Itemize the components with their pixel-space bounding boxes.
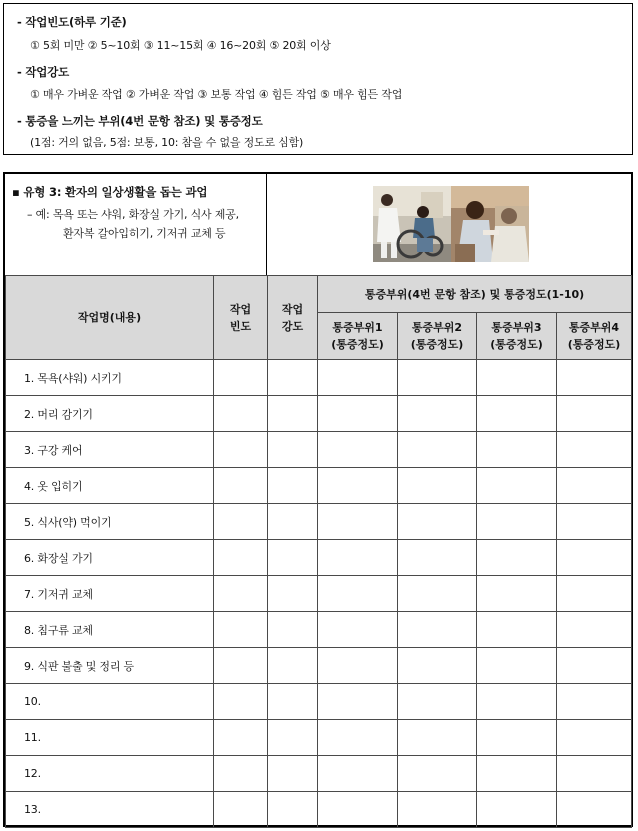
caregiver-feeding-photo (451, 186, 529, 262)
intensity-cell[interactable] (268, 792, 318, 828)
table-row (6, 756, 632, 792)
frequency-cell[interactable] (214, 648, 268, 684)
table-row (6, 612, 632, 648)
task-name-cell: 7. 기저귀 교체 (6, 576, 214, 612)
pain-site-1-label: 통증부위1 (332, 321, 383, 334)
pain-site-3-sublabel: (통증정도) (490, 338, 543, 351)
pain-site-1-cell[interactable] (318, 396, 398, 432)
task-name-header: 작업명(내용) (6, 276, 214, 360)
task-rows (6, 360, 632, 828)
pain-site-4-cell[interactable] (557, 720, 632, 756)
pain-site-4-cell[interactable] (557, 792, 632, 828)
pain-site-4-cell[interactable] (557, 576, 632, 612)
pain-site-4-cell[interactable] (557, 756, 632, 792)
table-row (6, 648, 632, 684)
task-table (5, 275, 632, 828)
pain-site-2-cell[interactable] (398, 612, 477, 648)
pain-site-4-cell[interactable] (557, 396, 632, 432)
task-name-cell: 10. (6, 684, 214, 720)
pain-site-2-cell[interactable] (398, 792, 477, 828)
pain-site-4-cell[interactable] (557, 540, 632, 576)
pain-site-3-cell[interactable] (477, 504, 557, 540)
pain-site-3-cell[interactable] (477, 792, 557, 828)
frequency-cell[interactable] (214, 396, 268, 432)
pain-site-1-cell[interactable] (318, 612, 398, 648)
pain-site-4-cell[interactable] (557, 684, 632, 720)
frequency-cell[interactable] (214, 720, 268, 756)
pain-site-2-cell[interactable] (398, 540, 477, 576)
type3-example-line2: 환자복 갈아입히기, 기저귀 교체 등 (63, 227, 226, 240)
frequency-header (214, 276, 268, 360)
pain-site-2-cell[interactable] (398, 360, 477, 396)
pain-site-1-cell[interactable] (318, 540, 398, 576)
pain-site-4-cell[interactable] (557, 504, 632, 540)
pain-site-1-cell[interactable] (318, 468, 398, 504)
table-row (6, 540, 632, 576)
pain-site-3-cell[interactable] (477, 612, 557, 648)
pain-site-3-header (477, 313, 557, 360)
pain-site-3-cell[interactable] (477, 468, 557, 504)
pain-site-1-cell[interactable] (318, 360, 398, 396)
pain-site-2-sublabel: (통증정도) (410, 338, 464, 351)
pain-site-2-header (398, 313, 477, 360)
table-row (6, 792, 632, 828)
type3-title: ▪ 유형 3: 환자의 일상생활을 돕는 과업 (12, 185, 208, 199)
pain-site-3-cell[interactable] (477, 684, 557, 720)
task-name-cell: 3. 구강 케어 (6, 432, 214, 468)
table-row (6, 720, 632, 756)
pain-site-2-label: 통증부위2 (411, 321, 463, 334)
pain-site-2-cell[interactable] (398, 432, 477, 468)
frequency-cell[interactable] (214, 540, 268, 576)
pain-site-2-cell[interactable] (398, 504, 477, 540)
task-name-cell: 4. 옷 입히기 (6, 468, 214, 504)
pain-scale: (1점: 거의 없음, 5점: 보통, 10: 참을 수 없을 정도로 심함) (30, 136, 304, 149)
intensity-cell[interactable] (268, 612, 318, 648)
pain-site-4-cell[interactable] (557, 468, 632, 504)
intensity-cell[interactable] (268, 504, 318, 540)
table-row (6, 396, 632, 432)
task-name-cell: 8. 침구류 교체 (6, 612, 214, 648)
pain-site-2-cell[interactable] (398, 756, 477, 792)
caregiver-wheelchair-photo (373, 186, 451, 262)
intensity-header-line2: 강도 (281, 319, 304, 333)
table-row (6, 360, 632, 396)
pain-site-4-sublabel: (통증정도) (567, 338, 621, 351)
type3-header (5, 174, 267, 275)
table-row (6, 504, 632, 540)
task-name-cell: 2. 머리 감기기 (6, 396, 214, 432)
intensity-title: - 작업강도 (17, 65, 70, 79)
task-name-cell: 13. (6, 792, 214, 828)
pain-site-2-cell[interactable] (398, 468, 477, 504)
pain-site-4-header (557, 313, 632, 360)
pain-site-2-cell[interactable] (398, 720, 477, 756)
intensity-cell[interactable] (268, 720, 318, 756)
pain-site-3-cell[interactable] (477, 396, 557, 432)
photo-area (267, 174, 631, 275)
task-name-cell: 6. 화장실 가기 (6, 540, 214, 576)
pain-site-1-cell[interactable] (318, 720, 398, 756)
pain-site-1-cell[interactable] (318, 792, 398, 828)
pain-site-3-cell[interactable] (477, 432, 557, 468)
pain-site-3-label: 통증부위3 (491, 321, 542, 334)
intensity-cell[interactable] (268, 756, 318, 792)
intensity-header-line1: 작업 (281, 302, 304, 316)
task-name-cell: 1. 목욕(샤워) 시키기 (6, 360, 214, 396)
frequency-cell[interactable] (214, 504, 268, 540)
intensity-cell[interactable] (268, 684, 318, 720)
intensity-cell[interactable] (268, 648, 318, 684)
pain-site-3-cell[interactable] (477, 576, 557, 612)
task-table-frame (3, 172, 633, 827)
task-name-cell: 12. (6, 756, 214, 792)
pain-site-4-cell[interactable] (557, 648, 632, 684)
table-row (6, 576, 632, 612)
pain-site-3-cell[interactable] (477, 360, 557, 396)
pain-site-3-cell[interactable] (477, 720, 557, 756)
table-row (6, 432, 632, 468)
pain-site-1-cell[interactable] (318, 576, 398, 612)
frequency-header-line2: 빈도 (229, 319, 252, 333)
pain-group-header: 통증부위(4번 문항 참조) 및 통증정도(1-10) (318, 276, 632, 313)
intensity-cell[interactable] (268, 576, 318, 612)
intensity-options: ① 매우 가벼운 작업 ② 가벼운 작업 ③ 보통 작업 ④ 힘든 작업 ⑤ 매우 힘든 작업 (30, 88, 403, 101)
table-row (6, 684, 632, 720)
frequency-header-line1: 작업 (229, 302, 252, 316)
pain-site-3-cell[interactable] (477, 648, 557, 684)
table-row (6, 468, 632, 504)
intensity-cell[interactable] (268, 468, 318, 504)
frequency-title: - 작업빈도(하루 기준) (17, 15, 127, 29)
pain-site-3-cell[interactable] (477, 756, 557, 792)
task-name-cell: 5. 식사(약) 먹이기 (6, 504, 214, 540)
pain-site-2-cell[interactable] (398, 576, 477, 612)
instruction-box (3, 3, 633, 155)
intensity-header (268, 276, 318, 360)
frequency-cell[interactable] (214, 756, 268, 792)
intensity-cell[interactable] (268, 360, 318, 396)
frequency-cell[interactable] (214, 432, 268, 468)
task-name-cell: 9. 식판 불출 및 정리 등 (6, 648, 214, 684)
pain-site-1-cell[interactable] (318, 684, 398, 720)
pain-title: - 통증을 느끼는 부위(4번 문항 참조) 및 통증정도 (17, 114, 263, 128)
pain-site-4-cell[interactable] (557, 360, 632, 396)
pain-site-3-cell[interactable] (477, 540, 557, 576)
pain-site-1-header (318, 313, 398, 360)
frequency-cell[interactable] (214, 684, 268, 720)
pain-site-1-cell[interactable] (318, 648, 398, 684)
frequency-cell[interactable] (214, 468, 268, 504)
frequency-cell[interactable] (214, 792, 268, 828)
frequency-cell[interactable] (214, 360, 268, 396)
pain-site-2-cell[interactable] (398, 648, 477, 684)
pain-site-4-label: 통증부위4 (568, 321, 620, 334)
pain-site-2-cell[interactable] (398, 684, 477, 720)
intensity-cell[interactable] (268, 432, 318, 468)
pain-site-1-cell[interactable] (318, 504, 398, 540)
pain-site-1-cell[interactable] (318, 432, 398, 468)
pain-site-4-cell[interactable] (557, 612, 632, 648)
frequency-cell[interactable] (214, 576, 268, 612)
task-name-cell: 11. (6, 720, 214, 756)
frequency-options: ① 5회 미만 ② 5~10회 ③ 11~15회 ④ 16~20회 ⑤ 20회 이상 (30, 39, 331, 52)
intensity-cell[interactable] (268, 396, 318, 432)
intensity-cell[interactable] (268, 540, 318, 576)
pain-site-2-cell[interactable] (398, 396, 477, 432)
pain-site-4-cell[interactable] (557, 432, 632, 468)
type3-example-line1: – 예: 목욕 또는 샤워, 화장실 가기, 식사 제공, (27, 208, 239, 221)
pain-site-1-cell[interactable] (318, 756, 398, 792)
pain-site-1-sublabel: (통증정도) (331, 338, 384, 351)
frequency-cell[interactable] (214, 612, 268, 648)
